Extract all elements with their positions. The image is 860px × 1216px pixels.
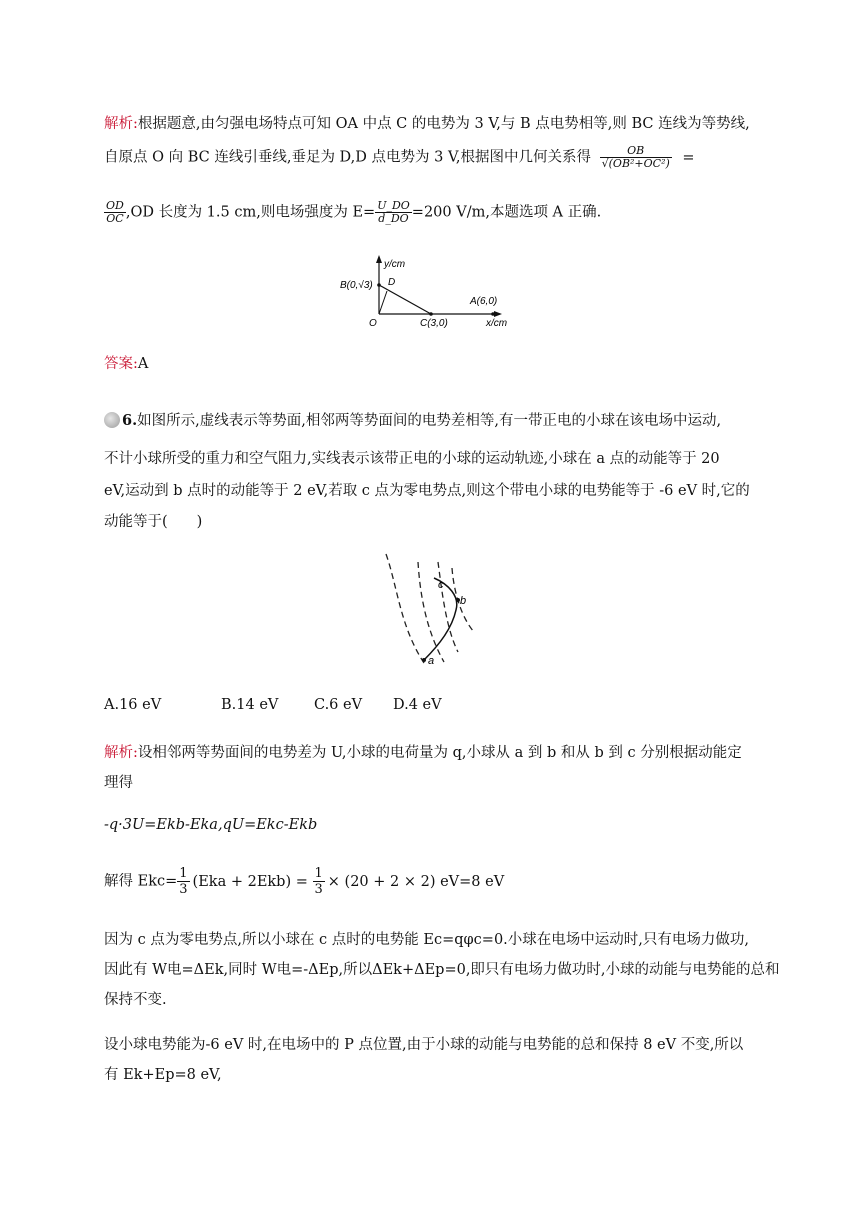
answer-line xyxy=(104,352,148,373)
coordinate-diagram xyxy=(336,252,528,328)
paragraph-1-line-1: 因为 c 点为零电势点,所以小球在 c 点时的电势能 Ec=qφc=0.小球在电场中运动时,只有电场力做功, xyxy=(104,932,750,948)
origin-label: O xyxy=(369,318,377,328)
equals-sign: = xyxy=(682,149,695,166)
y-axis-label: y/cm xyxy=(384,259,406,270)
solution-2-line-1 xyxy=(104,741,742,762)
fraction-numerator: U_DO xyxy=(377,199,410,212)
solution-label: 解析: xyxy=(104,745,138,761)
fraction-numerator: 1 xyxy=(179,866,188,881)
solution-1-line-3 xyxy=(104,200,601,225)
question-number: 6. xyxy=(122,412,138,429)
fraction-numerator: 1 xyxy=(314,866,323,881)
solution-1-line-1 xyxy=(104,112,750,133)
point-b-label: B(0,√3) xyxy=(340,280,373,291)
solve-text: (Eka + 2Ekb) = xyxy=(192,873,308,890)
paragraph-2-line-2: 有 Ek+Ep=8 eV, xyxy=(104,1067,222,1083)
paragraph-1-line-2: 因此有 W电=ΔEk,同时 W电=-ΔEp,所以ΔEk+ΔEp=0,即只有电场力做功时,小球的动能与电势能的总和 xyxy=(104,962,780,978)
fraction-denominator: √(OB²+OC²) xyxy=(601,157,670,170)
fraction-denominator: OC xyxy=(106,212,124,225)
point-d-label: D xyxy=(388,277,396,288)
answer-label: 答案: xyxy=(104,356,138,372)
point-a-label: a xyxy=(428,655,435,667)
question-6-line-3: eV,运动到 b 点时的动能等于 2 eV,若取 c 点为零电势点,则这个带电小球的电势能等于 -6 eV 时,它的 xyxy=(104,483,750,499)
fraction-one-third xyxy=(313,866,325,897)
point-a-label: A(6,0) xyxy=(470,296,498,307)
point-c-label: C(3,0) xyxy=(420,318,448,328)
point-b-label: b xyxy=(460,595,467,607)
solve-text: × (20 + 2 × 2) eV=8 eV xyxy=(327,873,505,890)
question-6-line-4: 动能等于( ) xyxy=(104,514,203,530)
paragraph-2-line-1: 设小球电势能为-6 eV 时,在电场中的 P 点位置,由于小球的动能与电势能的总和保持 8 eV 不变,所以 xyxy=(104,1037,744,1053)
fraction-ob-over-root xyxy=(600,145,672,170)
solution-label: 解析: xyxy=(104,116,138,132)
fraction-denominator: d_DO xyxy=(378,212,409,225)
question-text: 如图所示,虚线表示等势面,相邻两等势面间的电势差相等,有一带正电的小球在该电场中运动, xyxy=(137,413,722,429)
solve-line xyxy=(104,866,504,897)
equation-line: -q·3U=Ekb-Eka,qU=Ekc-Ekb xyxy=(104,817,318,833)
question-6-line-2: 不计小球所受的重力和空气阻力,实线表示该带正电的小球的运动轨迹,小球在 a 点的动能等于 20 xyxy=(104,451,720,467)
option-b[interactable]: B.14 eV xyxy=(221,697,279,713)
bullet-circle-icon xyxy=(104,412,120,428)
paragraph-1-line-3: 保持不变. xyxy=(104,992,167,1008)
fraction-numerator: OD xyxy=(106,199,124,212)
fraction-denominator: 3 xyxy=(314,882,323,897)
answer-value: A xyxy=(137,356,149,372)
solve-text: 解得 Ekc= xyxy=(104,873,178,890)
solution-text: 自原点 O 向 BC 连线引垂线,垂足为 D,D 点电势为 3 V,根据图中几何关系得 xyxy=(104,149,592,166)
fraction-numerator: OB xyxy=(600,145,672,158)
question-6-line-1 xyxy=(104,409,721,430)
x-axis-label: x/cm xyxy=(486,318,508,328)
option-a[interactable]: A.16 eV xyxy=(104,697,162,713)
solution-text: 设相邻两等势面间的电势差为 U,小球的电荷量为 q,小球从 a 到 b 和从 b 到 c 分别根据动能定 xyxy=(137,745,742,761)
option-d[interactable]: D.4 eV xyxy=(393,697,442,713)
solution-2-line-2: 理得 xyxy=(104,775,133,791)
fraction-denominator: 3 xyxy=(179,882,188,897)
fraction-od-over-oc xyxy=(104,200,126,225)
option-c[interactable]: C.6 eV xyxy=(314,697,363,713)
point-c-label: c xyxy=(438,579,444,591)
fraction-u-over-d xyxy=(375,200,412,225)
solution-text: ,OD 长度为 1.5 cm,则电场强度为 E= xyxy=(125,204,376,221)
fraction-one-third xyxy=(177,866,189,897)
solution-text: 根据题意,由匀强电场特点可知 OA 中点 C 的电势为 3 V,与 B 点电势相等,则 BC 连线为等势线, xyxy=(137,116,750,132)
solution-text: =200 V/m,本题选项 A 正确. xyxy=(411,204,602,221)
trajectory-diagram xyxy=(356,548,486,672)
solution-1-line-2 xyxy=(104,145,695,170)
